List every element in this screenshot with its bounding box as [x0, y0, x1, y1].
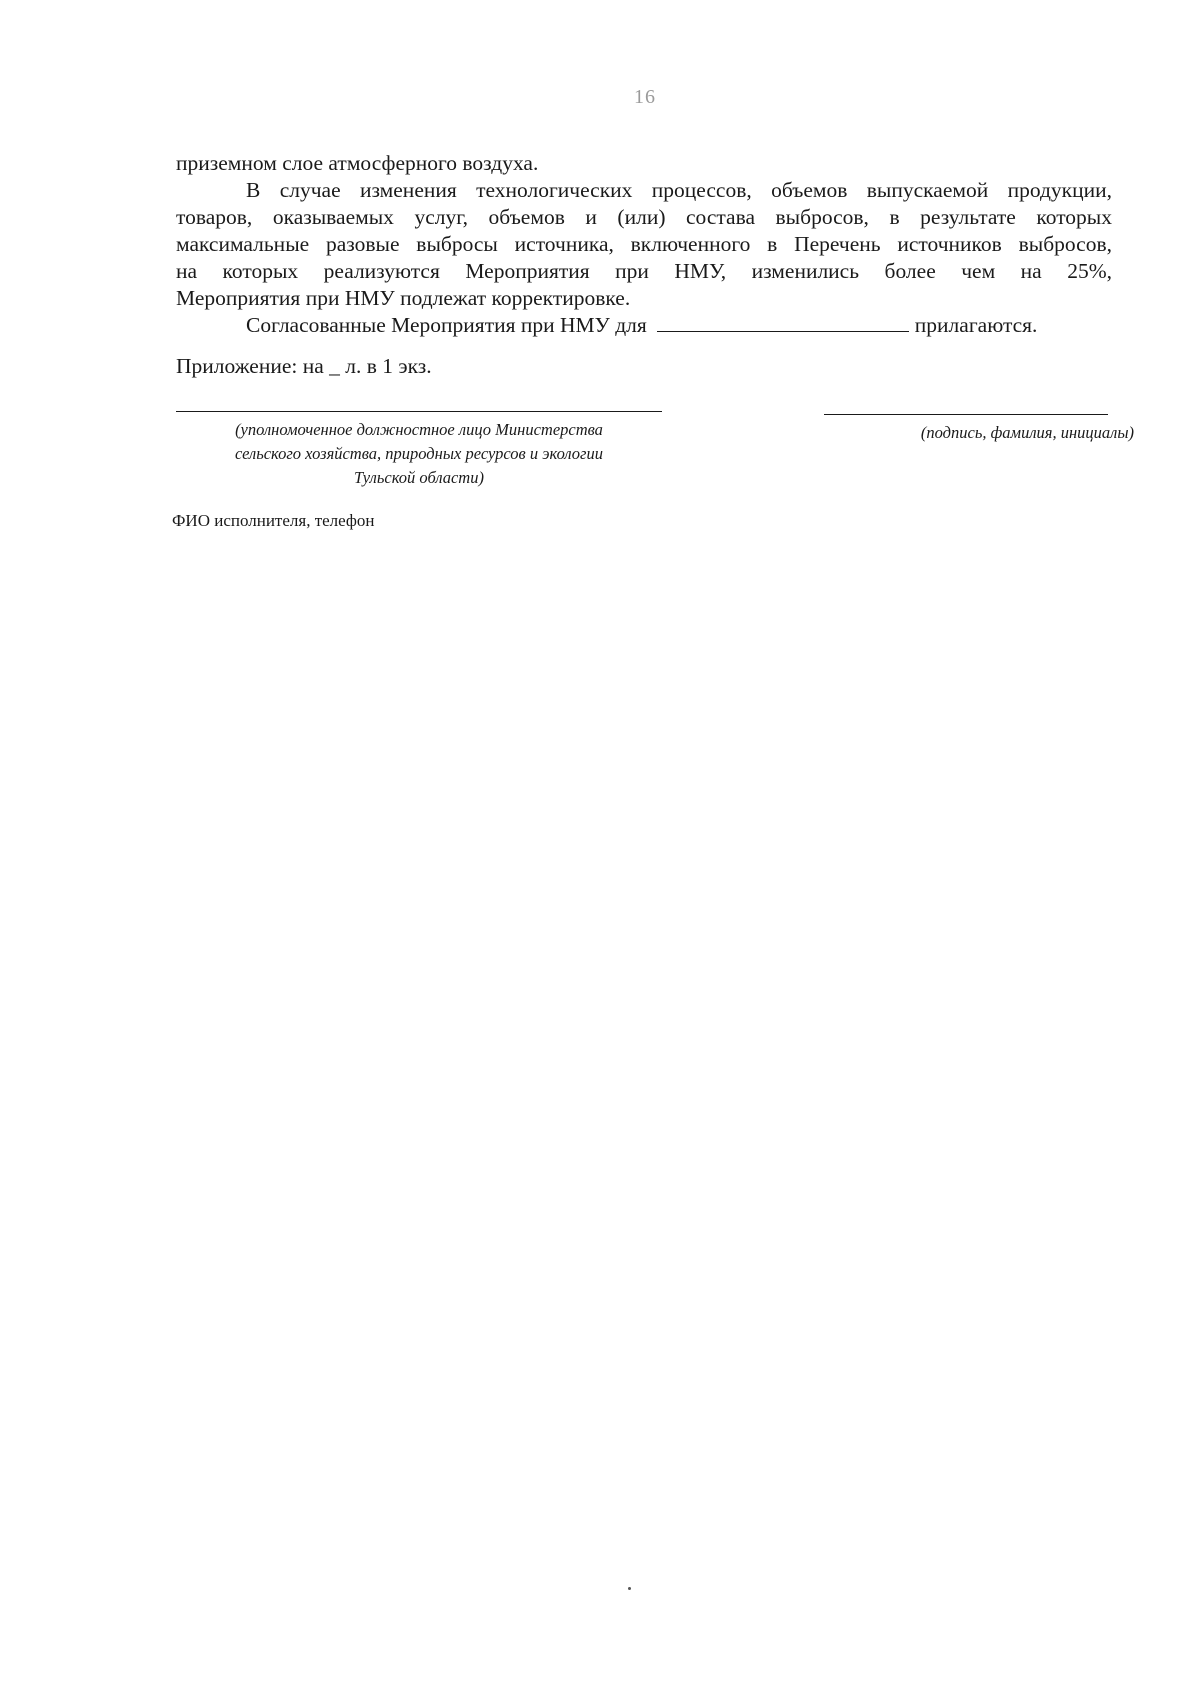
scan-dot [628, 1587, 631, 1590]
signature-line [824, 414, 1108, 415]
text-line: В случае изменения технологических процессов, объемов выпускаемой продукции, [246, 178, 1112, 202]
text-line: Мероприятия при НМУ подлежат корректировке. [176, 286, 631, 310]
text-line: на которых реализуются Мероприятия при НМУ, изменились более чем на 25%, [176, 259, 1112, 283]
paragraph-changes [176, 177, 1112, 312]
agreed-suffix: прилагаются. [914, 313, 1038, 337]
text-line: максимальные разовые выбросы источника, включенного в Перечень источников выбросов, [176, 232, 1112, 256]
text-line: товаров, оказываемых услуг, объемов и (или) состава выбросов, в результате которых [176, 205, 1112, 229]
agreed-prefix: Согласованные Мероприятия при НМУ для [246, 313, 647, 337]
page-number: 16 [634, 86, 656, 108]
paragraph-continuation [176, 150, 1112, 177]
executor-info: ФИО исполнителя, телефон [172, 511, 375, 530]
attachment-note: Приложение: на _ л. в 1 экз. [176, 354, 432, 378]
caption-line: сельского хозяйства, природных ресурсов и экологии [234, 444, 603, 463]
text-line [176, 312, 1112, 339]
fill-in-blank[interactable] [657, 313, 909, 332]
official-signature-line [176, 411, 662, 412]
signature-caption: (подпись, фамилия, инициалы) [920, 423, 1134, 442]
official-caption [176, 418, 662, 490]
caption-line: (уполномоченное должностное лицо Министерства [235, 420, 603, 439]
paragraph-agreed-measures [176, 312, 1112, 339]
text-line: приземном слое атмосферного воздуха. [176, 151, 539, 175]
caption-line: Тульской области) [354, 468, 484, 487]
